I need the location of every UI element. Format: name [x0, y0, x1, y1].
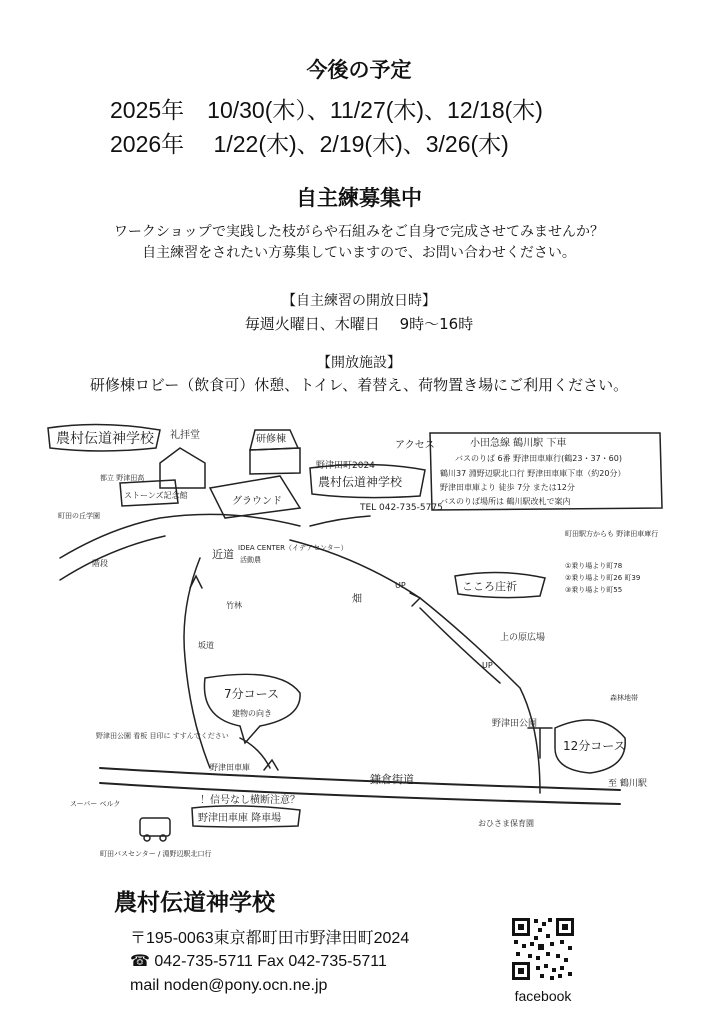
access-map: [0, 408, 718, 868]
map-course7-sub: 建物の向き: [232, 709, 272, 718]
map-upper-plaza: 上の原広場: [500, 633, 546, 643]
map-area-label: 森林地帯: [610, 694, 638, 702]
map-access-title: アクセス: [395, 440, 435, 451]
map-idea-center: IDEA CENTER（イデアセンター）: [238, 544, 348, 552]
map-school-label: 農村伝道神学校: [56, 431, 154, 447]
map-stairs-label: 階段: [92, 559, 108, 568]
map-garage-label: 野津田車庫 降車場: [198, 813, 282, 824]
school-email[interactable]: mail noden@pony.ocn.ne.jp: [130, 977, 328, 994]
qr-caption: facebook: [514, 988, 572, 1004]
open-hours-heading: 【自主練習の開放日時】: [282, 293, 436, 309]
school-address: 〒195-0063東京都町田市野津田町2024: [130, 930, 410, 947]
map-tsurukawa: 至 鶴川駅: [608, 779, 647, 789]
access-map-drawing: [0, 408, 718, 868]
map-access-line-2: バスのりば 6番 野津田車庫行(鶴23・37・60): [455, 454, 622, 463]
schedule-heading: 今後の予定: [306, 58, 412, 82]
map-course12-label: 12分コース: [563, 739, 626, 753]
map-access-line-5: バスのりば場所は 鶴川駅改札で案内: [440, 497, 571, 506]
map-field-label: 畑: [352, 594, 362, 605]
recruit-text: [0, 222, 718, 264]
map-supermarket: スーパー ベルク: [70, 800, 121, 808]
map-machida-bus: 町田バスセンター / 淵野辺駅北口行: [100, 850, 212, 858]
map-access-line-1: 小田急線 鶴川駅 下車: [470, 438, 567, 449]
map-kokoro-label: こころ庄祈: [462, 580, 517, 593]
map-school-tel: TEL 042-735-5775: [360, 503, 443, 513]
map-access-line-3: 鶴川37 淵野辺駅北口行 野津田車庫下車（約20分）: [440, 469, 626, 478]
map-bus-stop1: 野津田車庫: [210, 763, 250, 772]
map-shortcut-label: 近道: [212, 548, 234, 561]
map-hospital: おひさま保育園: [478, 819, 534, 828]
map-memorial-label: ストーンズ記念館: [124, 491, 188, 500]
map-access-line-4: 野津田車庫より 徒歩 7分 または12分: [440, 483, 575, 492]
map-bus-note-2: ②乗り場より町26 町39: [565, 574, 641, 582]
school-name: 農村伝道神学校: [114, 890, 275, 916]
map-up-1: UP: [395, 581, 406, 590]
facilities-text: 研修棟ロビー（飲食可）休憩、トイレ、着替え、荷物置き場にご利用ください。: [89, 376, 629, 394]
qr-code-icon: [510, 916, 576, 982]
recruit-line-1: ワークショップで実践した枝がらや石組みをご自身で完成させてみませんか？: [113, 224, 605, 240]
map-school-box-label: 農村伝道神学校: [318, 475, 403, 489]
map-chapel-label: 礼拝堂: [170, 430, 200, 441]
map-crossing-note: ！信号なし横断注意？: [200, 795, 300, 806]
map-bus-note-title: 町田駅方からも 野津田車庫行: [565, 530, 659, 538]
map-left-label: 町田の丘学園: [58, 512, 100, 520]
recruit-heading: 自主練募集中: [296, 186, 422, 210]
map-course7-label: 7分コース: [224, 687, 280, 701]
recruit-line-2: 自主練習をされたい方募集していますので、お問い合わせください。: [142, 245, 576, 261]
map-park-label: 野津田公園: [492, 719, 538, 729]
map-up-2: UP: [482, 661, 493, 670]
map-bus-note-3: ③乗り場より町55: [565, 586, 623, 594]
schedule-2026: 2026年 1/22(木)、2/19(木)、3/26(木): [110, 131, 509, 157]
map-idea-sub: 活動農: [240, 556, 261, 564]
open-hours-text: 毎週火曜日、木曜日 9時～16時: [244, 315, 474, 333]
map-main-road: 鎌倉街道: [370, 773, 414, 786]
map-slope-label: 坂道: [198, 641, 214, 650]
map-training-label: 研修棟: [256, 434, 286, 445]
schedule-2025: 2025年 10/30(木）、11/27(木)、12/18(木): [110, 97, 543, 123]
map-bamboo-label: 竹林: [226, 601, 242, 610]
map-bus-note-1: ①乗り場より町78: [565, 562, 623, 570]
map-ground-label: グラウンド: [232, 496, 282, 507]
map-park-note: 野津田公園 看板 目印に すすんでください: [96, 732, 229, 740]
map-kenmin-label: 都立 野津田高: [100, 474, 145, 482]
school-phone-fax: ☎ 042-735-5711 Fax 042-735-5711: [130, 953, 387, 970]
facebook-qr-code[interactable]: [510, 916, 576, 982]
facilities-heading: 【開放施設】: [317, 355, 401, 371]
map-address-label: 野津田町2024: [316, 461, 375, 471]
